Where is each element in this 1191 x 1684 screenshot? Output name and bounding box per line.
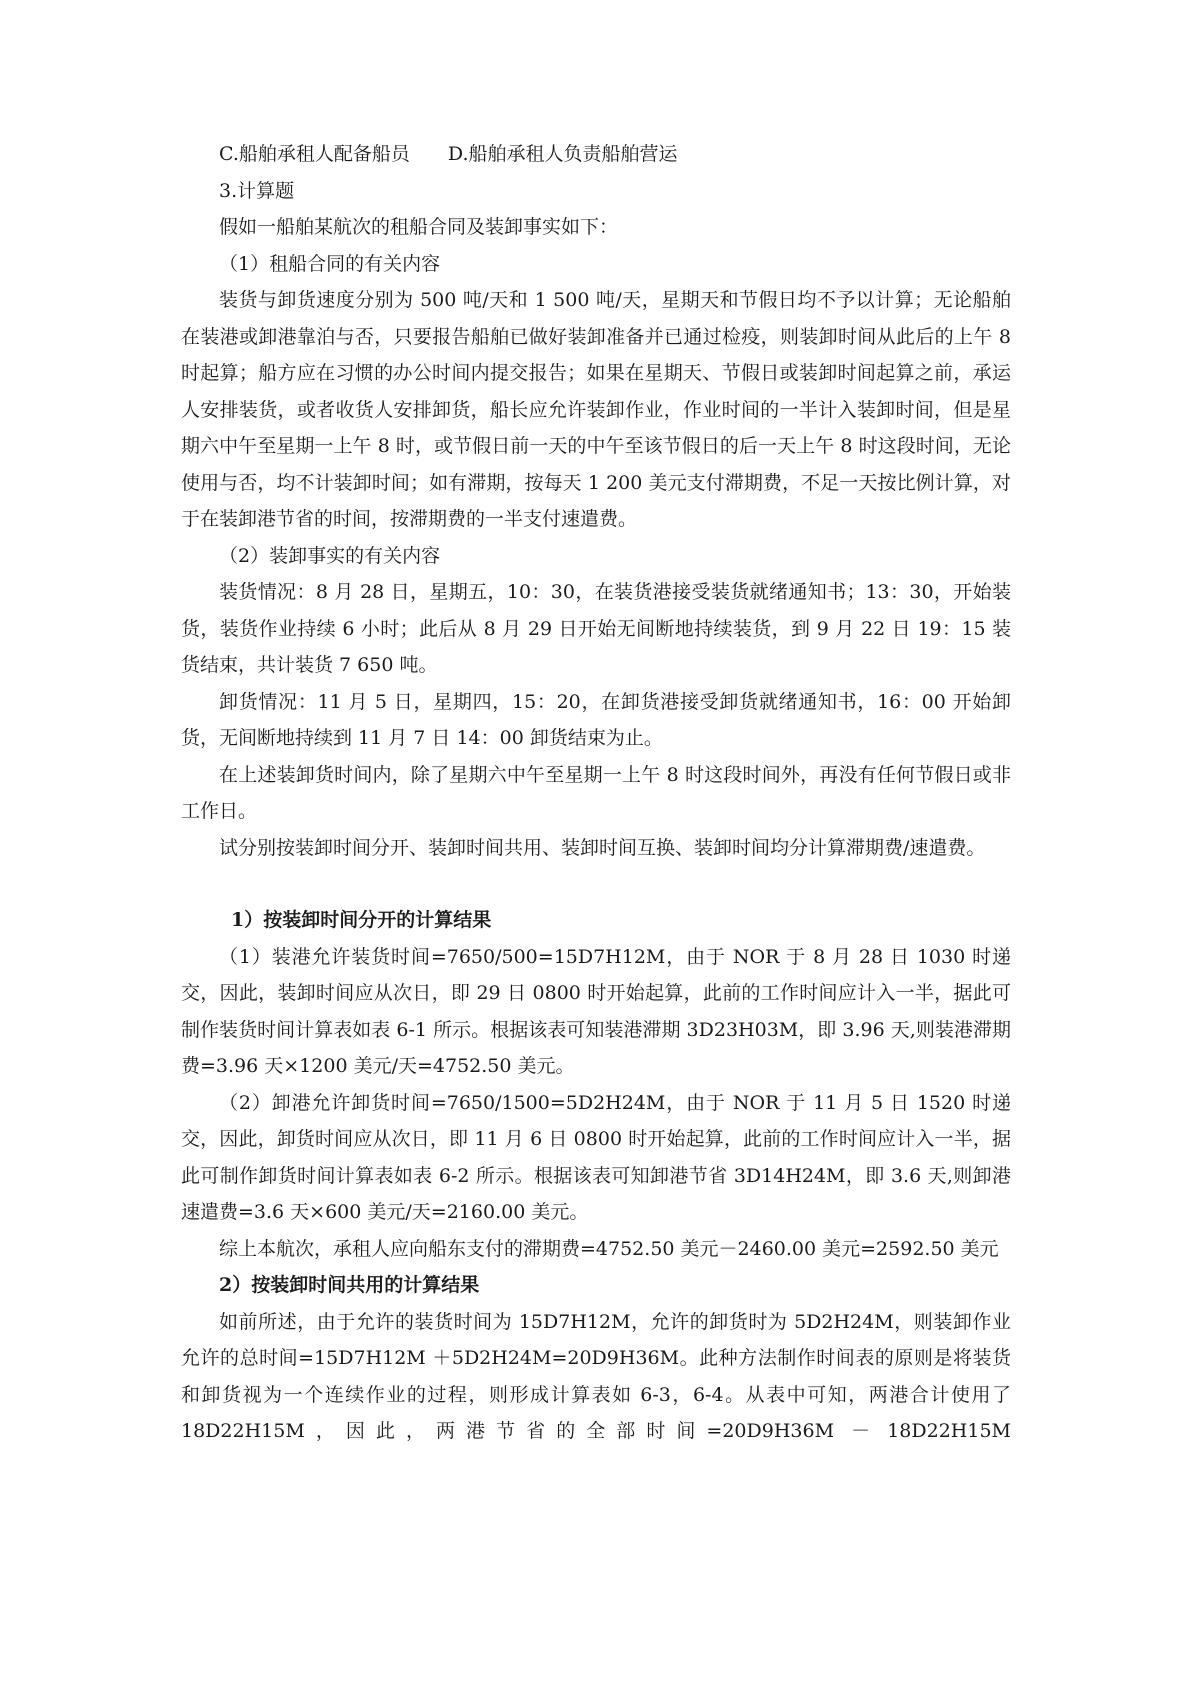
options-line xyxy=(219,136,1011,173)
result2-paragraph-1: 如前所述，由于允许的装货时间为 15D7H12M，允许的卸货时为 5D2H24M，则装卸作业允许的总时间=15D7H12M ＋5D2H24M=20D9H36M。此种方法制作时间表的原则是将装货和卸货视为一个连续作业的过程，则形成计算表如 6-3，6-4。从表中可知，两港合计使用了 18D22H15M，因此，两港节省的全部时间=20D9H36M － 18D22H15M xyxy=(181,1310,1011,1442)
section-title: 3.计算题 xyxy=(219,179,295,202)
holiday-note-paragraph: 在上述装卸货时间内，除了星期六中午至星期一上午 8 时这段时间外，再没有任何节假日或非工作日。 xyxy=(181,763,1011,822)
result1-paragraph-2: （2）卸港允许卸货时间=7650/1500=5D2H24M，由于 NOR 于 11 月 5 日 1520 时递交，因此，卸货时间应从次日，即 11 月 6 日 0800 时开始起算，此前的工作时间应计入一半，据此可制作卸货时间计算表如表 6-2 所示。根据该表可知卸港节省 3D14H24M，即 3.6 天,则卸港速遣费=3.6 天×600 美元/天=2160.00 美元。 xyxy=(181,1091,1011,1223)
question-paragraph: 试分别按装卸时间分开、装卸时间共用、装卸时间互换、装卸时间均分计算滞期费/速遣费。 xyxy=(219,836,986,859)
result1-heading: 1）按装卸时间分开的计算结果 xyxy=(231,909,492,931)
charter-paragraph: 装货与卸货速度分别为 500 吨/天和 1 500 吨/天，星期天和节假日均不予以计算；无论船舶在装港或卸港靠泊与否，只要报告船舶已做好装卸准备并已通过检疫，则装卸时间从此后的上午 8 时起算；船方应在习惯的办公时间内提交报告；如果在星期天、节假日或装卸时间起算之前，承运人安排装货，或者收货人安排卸货，船长应允许装卸作业，作业时间的一半计入装卸时间，但是星期六中午至星期一上午 8 时，或节假日前一天的中午至该节假日的后一天上午 8 时这段时间，无论使用与否，均不计装卸时间；如有滞期，按每天 1 200 美元支付滞期费，不足一天按比例计算，对于在装卸港节省的时间，按滞期费的一半支付速遣费。 xyxy=(181,289,1011,530)
loading-facts-paragraph: 装货情况：8 月 28 日，星期五，10：30，在装货港接受装货就绪通知书；13：30，开始装货，装货作业持续 6 小时；此后从 8 月 29 日开始无间断地持续装货，到 9 月 22 日 19：15 装货结束，共计装货 7 650 吨。 xyxy=(181,581,1011,676)
option-c: C.船舶承租人配备船员 xyxy=(219,143,410,165)
result1-paragraph-1: （1）装港允许装货时间=7650/500=15D7H12M，由于 NOR 于 8 月 28 日 1030 时递交，因此，装卸时间应从次日，即 29 日 0800 时开始起算，此前的工作时间应计入一半，据此可制作装货时间计算表如表 6-1 所示。根据该表可知装港滞期 3D23H03M，即 3.96 天,则装港滞期费=3.96 天×1200 美元/天=4752.50 美元。 xyxy=(181,945,1011,1077)
charter-heading: （1）租船合同的有关内容 xyxy=(219,252,441,275)
facts-heading: （2）装卸事实的有关内容 xyxy=(219,544,441,567)
result1-summary: 综上本航次，承租人应向船东支付的滞期费=4752.50 美元－2460.00 美元=2592.50 美元 xyxy=(219,1237,999,1260)
document-page xyxy=(181,136,1011,1450)
result2-heading: 2）按装卸时间共用的计算结果 xyxy=(219,1274,480,1296)
intro-paragraph: 假如一船舶某航次的租船合同及装卸事实如下： xyxy=(219,216,619,238)
blank-line xyxy=(181,866,1011,902)
option-d: D.船舶承租人负责船舶营运 xyxy=(447,143,678,165)
unloading-facts-paragraph: 卸货情况：11 月 5 日，星期四，15：20，在卸货港接受卸货就绪通知书，16：00 开始卸货，无间断地持续到 11 月 7 日 14：00 卸货结束为止。 xyxy=(181,690,1011,749)
